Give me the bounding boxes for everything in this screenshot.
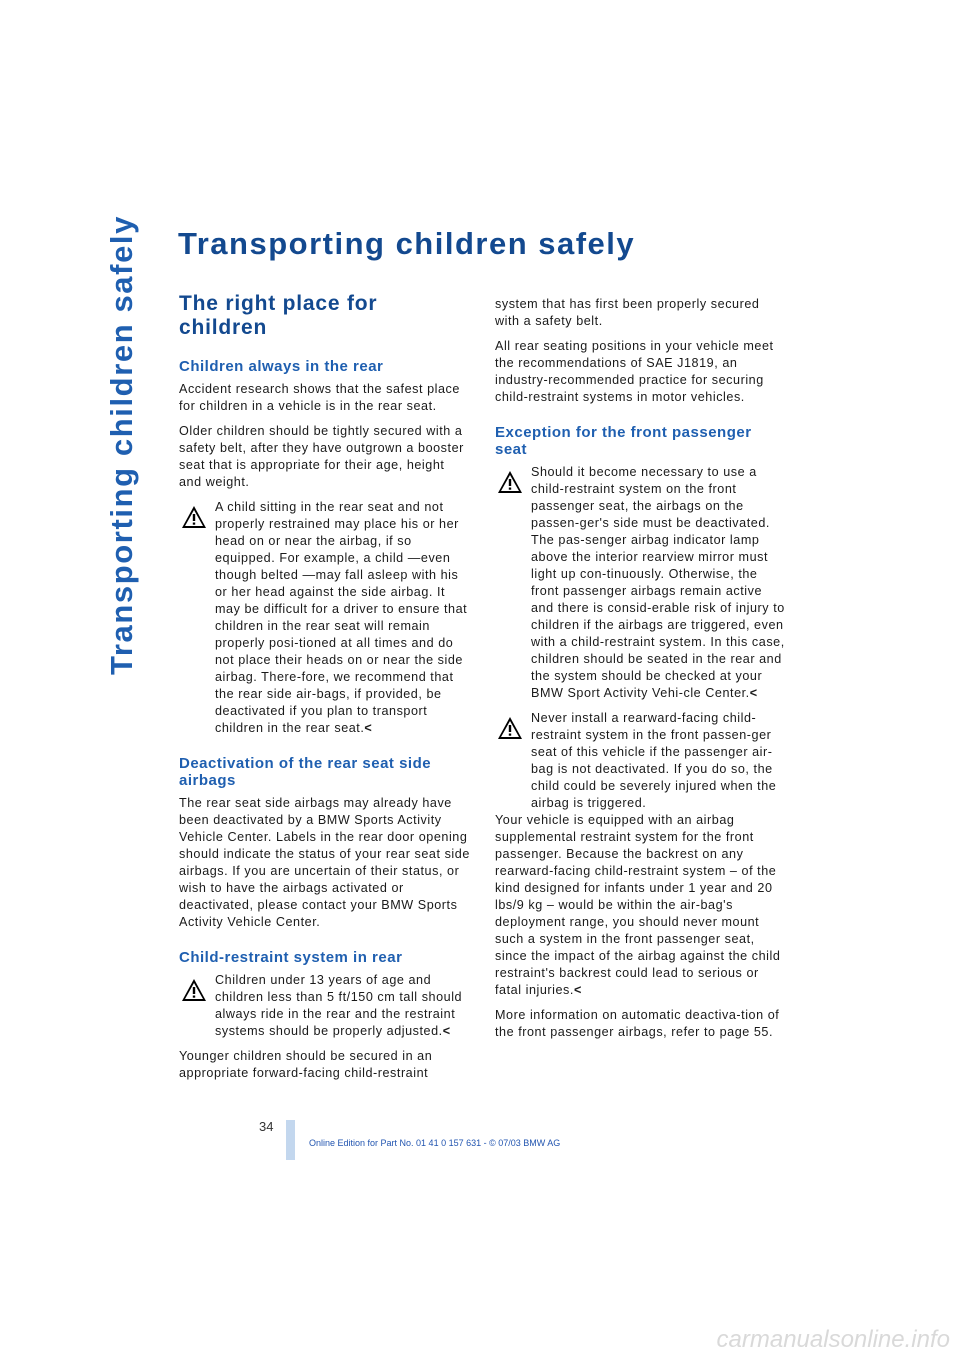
right-column bbox=[495, 296, 787, 1049]
subsection-title-child-restraint: Child-restraint system in rear bbox=[179, 949, 403, 966]
paragraph: More information on automatic deactiva-tion of the front passenger airbags, refer to page 55. bbox=[495, 1008, 780, 1039]
section-heading: The right place for children bbox=[179, 292, 378, 339]
paragraph: Younger children should be secured in an appropriate forward-facing child-restraint bbox=[179, 1049, 433, 1080]
paragraph: Older children should be tightly secured with a safety belt, after they have outgrown a booster seat that is appropriate for their age, height and weight. bbox=[179, 424, 464, 489]
paragraph: system that has first been properly secured with a safety belt. bbox=[495, 297, 760, 328]
paragraph: All rear seating positions in your vehicle meet the recommendations of SAE J1819, an industry-recommended practice for securing child-restraint systems in motor vehicles. bbox=[495, 339, 774, 404]
warning-text: A child sitting in the rear seat and not properly restrained may place his or her head on or near the airbag, if so equipped. For example, a child —even though belted —may fall asleep with his or her head against the side airbag. It may be difficult for a driver to ensure that children in the rear seat will remain properly posi-tioned at all times and do not place their heads on or near the side airbag. There-fore, we recommend that the rear side air-bags, if provided, be deactivated if you plan to transport children in the rear seat. bbox=[215, 500, 468, 735]
paragraph: Accident research shows that the safest place for children in a vehicle is in the rear seat. bbox=[179, 382, 460, 413]
end-mark: < bbox=[364, 721, 373, 735]
warning-note bbox=[179, 972, 471, 1040]
warning-triangle-icon bbox=[181, 978, 207, 1002]
end-mark: < bbox=[573, 983, 582, 997]
warning-note bbox=[179, 499, 471, 737]
footer-text: Online Edition for Part No. 01 41 0 157 631 - © 07/03 BMW AG bbox=[309, 1138, 561, 1148]
subsection-title-deactivation: Deactivation of the rear seat side airbags bbox=[179, 755, 432, 789]
warning-triangle-icon bbox=[181, 505, 207, 529]
subsection-title-front-passenger: Exception for the front passenger seat bbox=[495, 424, 752, 458]
warning-text: Never install a rearward-facing child-restraint system in the front passen-ger seat of this vehicle if the passenger air-bag is not deactivated. If you do so, the child could be severely injured when the airbag is triggered. bbox=[531, 711, 777, 810]
page-number: 34 bbox=[259, 1119, 274, 1134]
warning-triangle-icon bbox=[497, 470, 523, 494]
sidebar-title: Transporting children safely bbox=[104, 215, 139, 675]
subsection-title-rear: Children always in the rear bbox=[179, 358, 384, 375]
warning-text: Should it become necessary to use a child-restraint system on the front passenger seat, the airbags on the passen-ger's side must be deactivated. The pas-senger airbag indicator lamp above the interior rearview mirror must light up con-tinuously. Otherwise, the front passenger airbags remain active and there is consid-erable risk of injury to children if the airbags are triggered, even with a child-restraint system. In this case, children should be seated in the rear and the system should be checked at your BMW Sport Activity Vehi-cle Center. bbox=[531, 465, 785, 700]
end-mark: < bbox=[442, 1024, 451, 1038]
end-mark: < bbox=[749, 686, 758, 700]
paragraph: The rear seat side airbags may already have been deactivated by a BMW Sports Activity Vehicle Center. Labels in the rear door opening should indicate the status of your rear seat side airbags. If you are uncertain of their status, or wish to have the airbags activated or deactivated, please contact your BMW Sports Activity Vehicle Center. bbox=[179, 796, 470, 929]
warning-text: Children under 13 years of age and children less than 5 ft/150 cm tall should always ride in the rear and the restraint systems should be properly adjusted. bbox=[215, 973, 463, 1038]
warning-note bbox=[495, 464, 787, 702]
left-column bbox=[179, 292, 471, 1090]
warning-triangle-icon bbox=[497, 716, 523, 740]
warning-note bbox=[495, 710, 787, 999]
page-title: Transporting children safely bbox=[178, 226, 636, 261]
page-number-bar bbox=[286, 1120, 295, 1160]
warning-continuation: Your vehicle is equipped with an airbag supplemental restraint system for the front passenger. Because the backrest on any rearward-facing child-restraint system – of the kind designed for infants under 1 year and 20 lbs/9 kg – would be within the air-bag's deployment range, you should never mount such a system in the front passenger seat, since the impact of the airbag against the child restraint's backrest could lead to serious or fatal injuries. bbox=[495, 813, 781, 997]
watermark: carmanualsonline.info bbox=[716, 1326, 950, 1353]
